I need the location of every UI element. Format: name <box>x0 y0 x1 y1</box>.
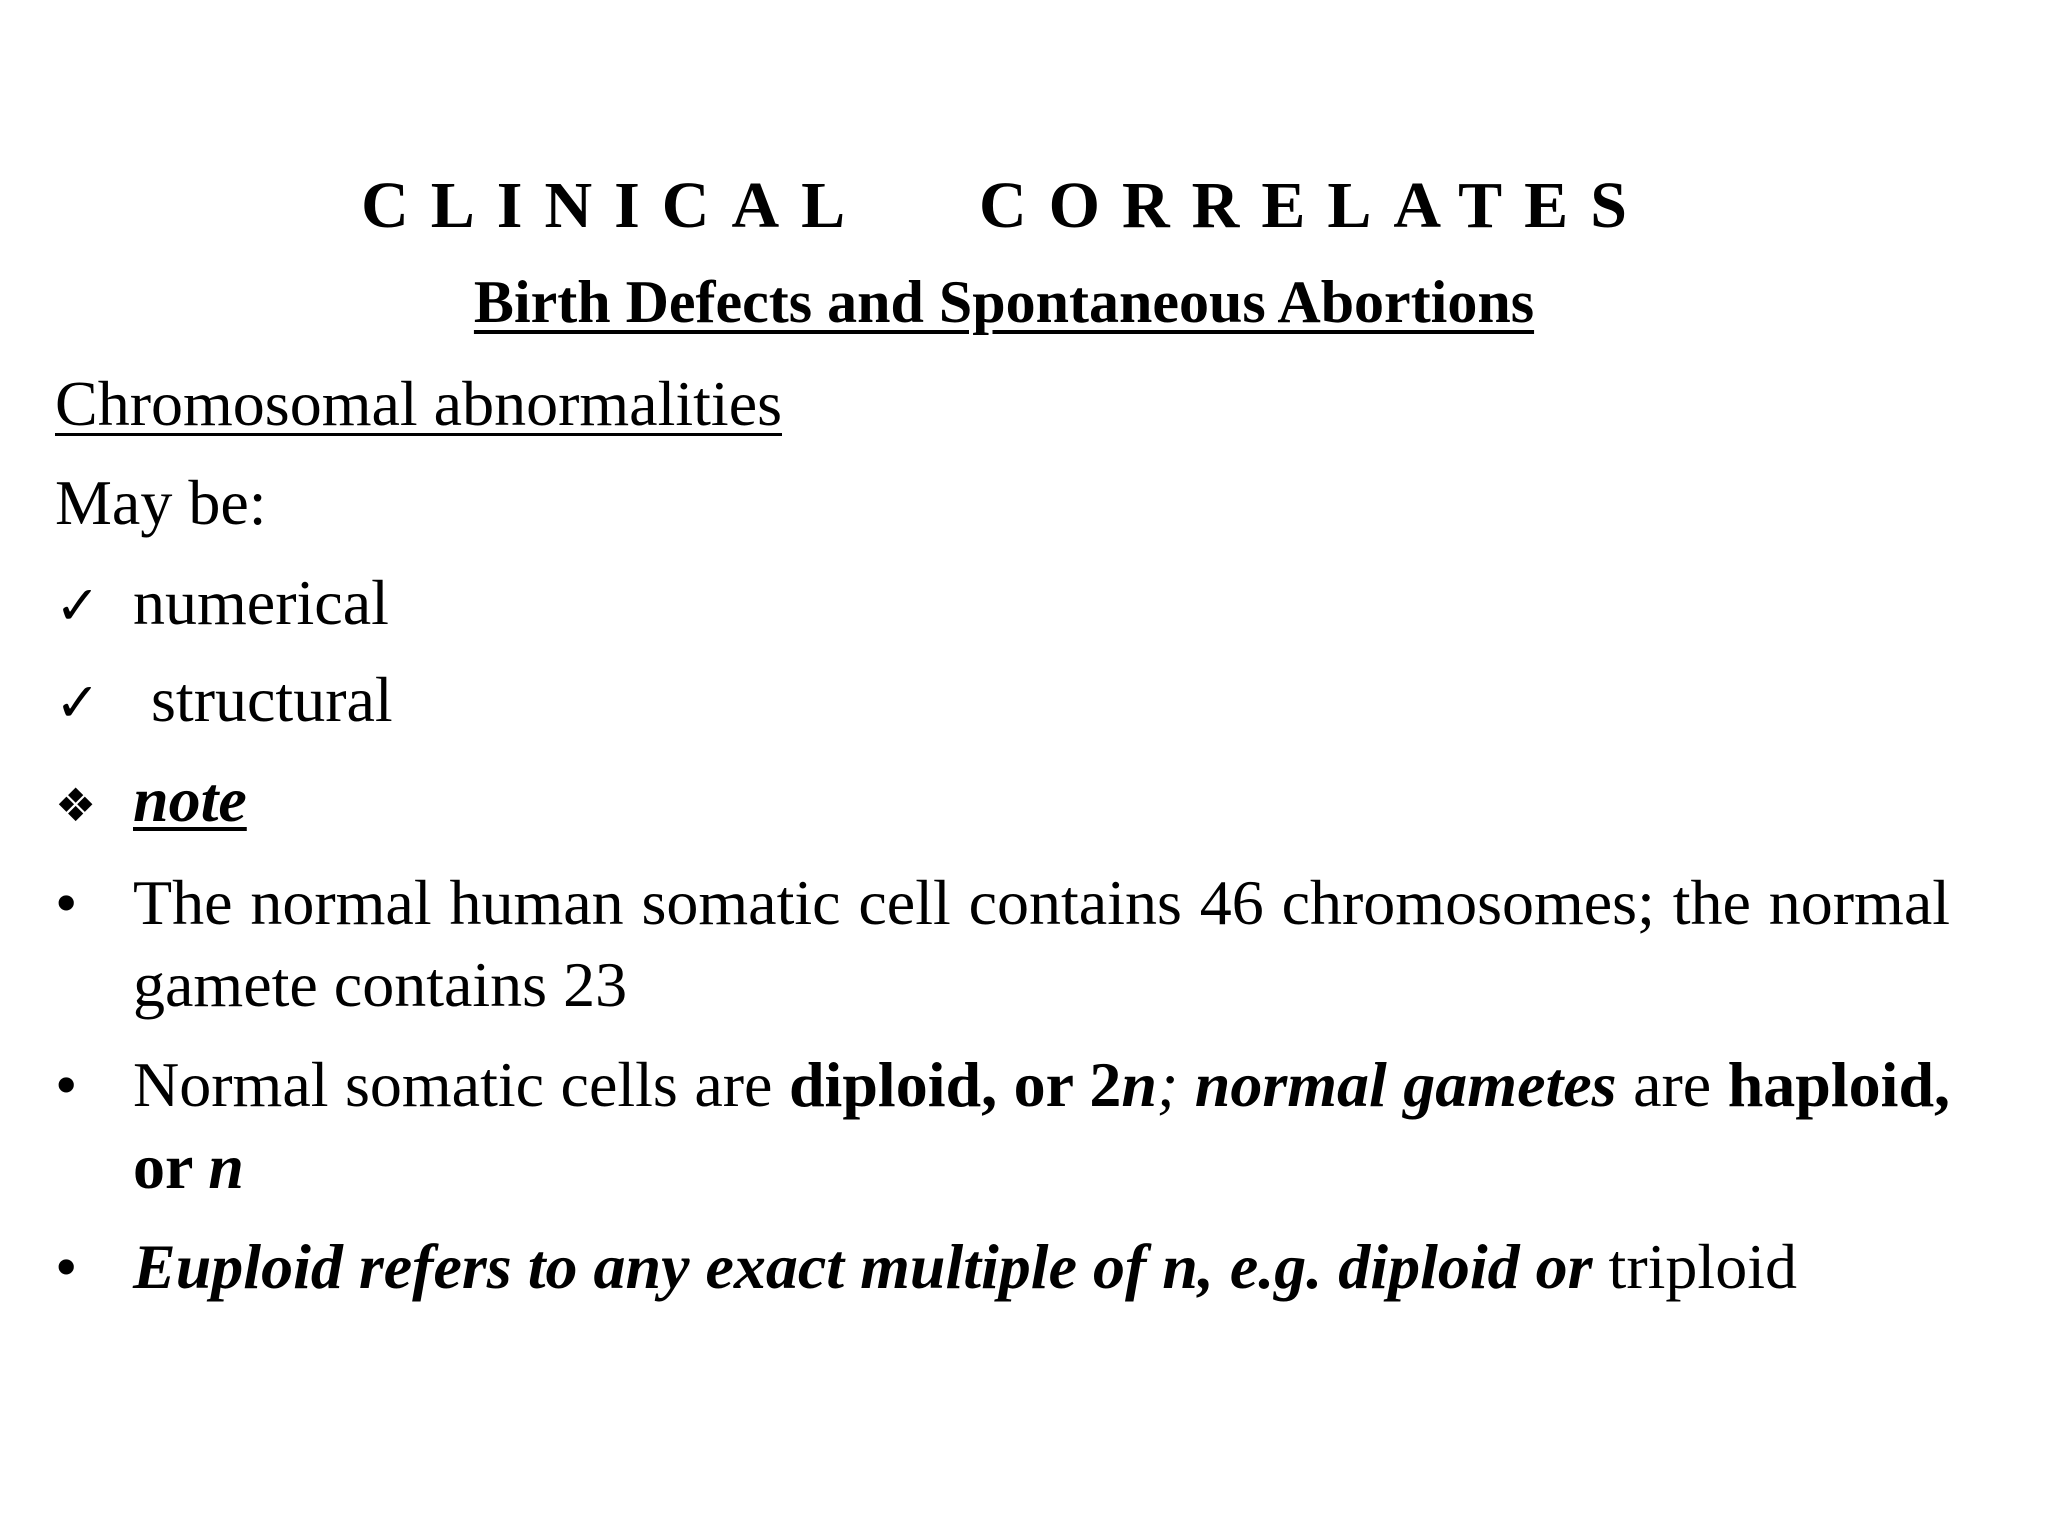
bullet-dot: • <box>55 1231 78 1302</box>
intro-text: May be: <box>55 467 267 538</box>
bullet-dot: • <box>55 1049 78 1120</box>
text-run-bold-italic: Euploid refers to any exact multiple of n, e.g. diploid or <box>133 1231 1593 1302</box>
text-run: Normal somatic cells are <box>133 1049 789 1120</box>
slide-title: CLINICAL CORRELATES <box>361 169 1649 242</box>
note-label: note <box>133 764 247 835</box>
bullet-item <box>55 1044 1950 1208</box>
text-run: triploid <box>1592 1231 1797 1302</box>
checklist-item-structural <box>55 660 393 743</box>
text-run-bold: haploid, or <box>133 1049 1951 1202</box>
text-run-bold-italic: normal gametes <box>1194 1049 1617 1120</box>
checklist-label: structural <box>151 664 393 735</box>
text-run-bold-italic: n <box>208 1131 244 1202</box>
checklist-item-numerical <box>55 563 389 646</box>
bullet-item <box>55 862 1950 1026</box>
four-diamond-icon: ❖ <box>55 778 97 832</box>
subtitle-text: Birth Defects and Spontaneous Abortions <box>473 269 1535 335</box>
bullet-text <box>133 1044 1950 1208</box>
checkmark-icon: ✓ <box>55 574 101 637</box>
bullet-dot: • <box>55 867 78 938</box>
text-run-bold: diploid, or 2 <box>788 1049 1122 1120</box>
bullet-text <box>133 1226 1950 1308</box>
note-item <box>55 760 247 845</box>
bullet-item <box>55 1226 1950 1308</box>
bullet-text: The normal human somatic cell contains 46 chromosomes; the normal gamete contains 23 <box>133 867 1950 1020</box>
text-run-bold-italic: n <box>1121 1049 1157 1120</box>
text-run: are <box>1616 1049 1728 1120</box>
text-run-italic: ; <box>1156 1049 1195 1120</box>
checklist-label: numerical <box>133 567 389 638</box>
section-heading: Chromosomal abnormalities <box>55 368 782 439</box>
checkmark-icon: ✓ <box>55 671 101 734</box>
slide-subtitle <box>0 264 2008 340</box>
